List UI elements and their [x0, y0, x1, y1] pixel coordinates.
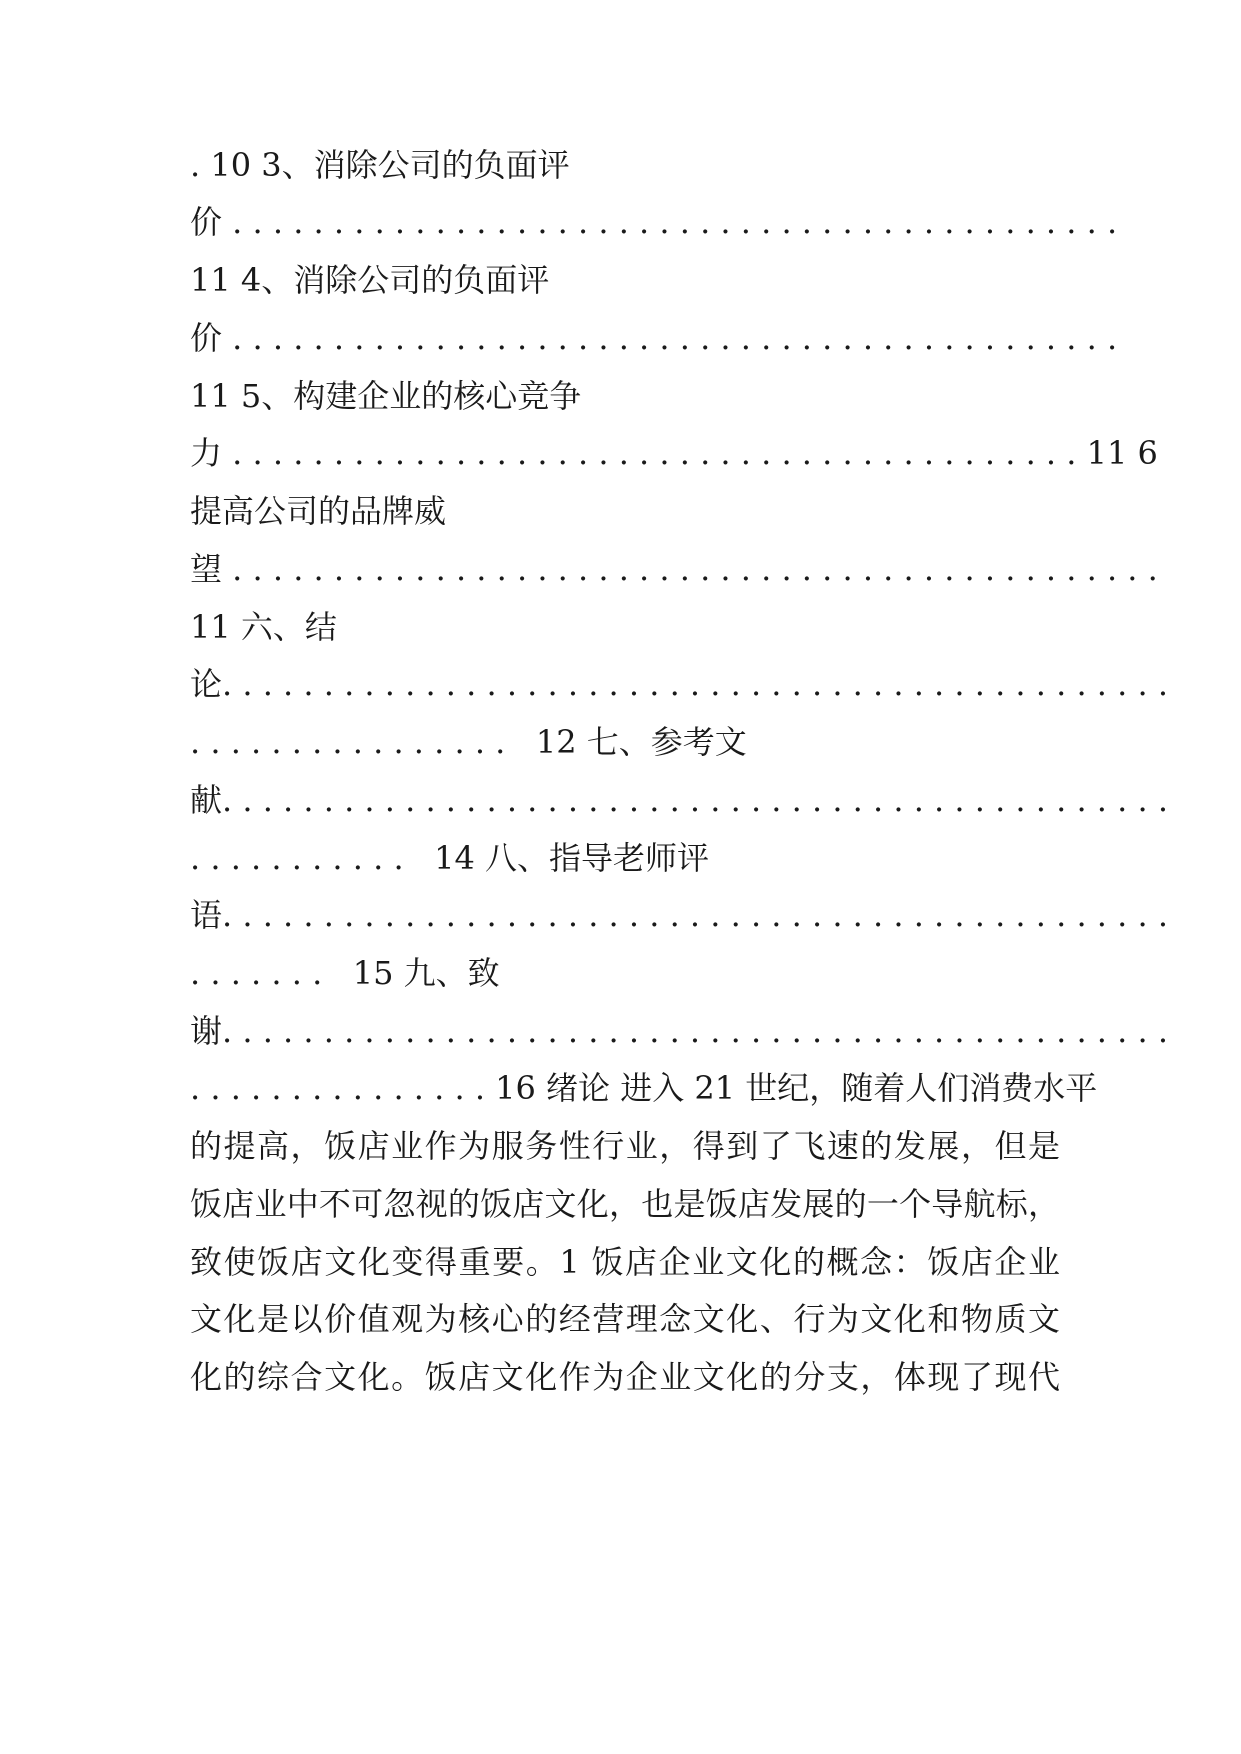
body-line: 化的综合文化。饭店文化作为企业文化的分支，体现了现代: [190, 1358, 1060, 1396]
body-line: 的提高，饭店业作为服务性行业，得到了飞速的发展，但是: [190, 1127, 1060, 1165]
toc-line: 论. . . . . . . . . . . . . . . . . . . . . . . . . . . . . . . . . . . . . . . . . . . . . . .: [190, 665, 1168, 703]
toc-line: 语. . . . . . . . . . . . . . . . . . . . . . . . . . . . . . . . . . . . . . . . . . . . . . .: [190, 896, 1168, 934]
body-line: 饭店业中不可忽视的饭店文化，也是饭店发展的一个导航标，: [190, 1185, 1060, 1223]
toc-line: 望 . . . . . . . . . . . . . . . . . . . . . . . . . . . . . . . . . . . . . . . . . . . . . .: [190, 550, 1158, 588]
toc-line: . . . . . . . . . . . 14 八、指导老师评: [190, 839, 710, 877]
toc-line: 11 六、结: [190, 608, 337, 646]
toc-line: . 10 3、消除公司的负面评: [190, 146, 570, 184]
toc-line: 力 . . . . . . . . . . . . . . . . . . . . . . . . . . . . . . . . . . . . . . . . . . 11 6: [190, 434, 1158, 472]
toc-line: . . . . . . . 15 九、致: [190, 954, 500, 992]
toc-line: 价 . . . . . . . . . . . . . . . . . . . . . . . . . . . . . . . . . . . . . . . . . . . .: [190, 203, 1118, 241]
toc-line: 11 4、消除公司的负面评: [190, 261, 550, 299]
toc-line: 提高公司的品牌威: [190, 492, 447, 530]
body-line: 致使饭店文化变得重要。1 饭店企业文化的概念：饭店企业: [190, 1243, 1060, 1281]
toc-line: . . . . . . . . . . . . . . . . 12 七、参考文: [190, 723, 747, 761]
toc-line: 价 . . . . . . . . . . . . . . . . . . . . . . . . . . . . . . . . . . . . . . . . . . . .: [190, 319, 1118, 357]
toc-line: 献. . . . . . . . . . . . . . . . . . . . . . . . . . . . . . . . . . . . . . . . . . . . . . .: [190, 781, 1168, 819]
toc-line: 11 5、构建企业的核心竞争: [190, 377, 582, 415]
body-line: 文化是以价值观为核心的经营理念文化、行为文化和物质文: [190, 1300, 1060, 1338]
toc-line: 谢. . . . . . . . . . . . . . . . . . . . . . . . . . . . . . . . . . . . . . . . . . . . . . .: [190, 1012, 1168, 1050]
body-line: . . . . . . . . . . . . . . . 16 绪论 进入 21 世纪，随着人们消费水平: [190, 1069, 1098, 1107]
